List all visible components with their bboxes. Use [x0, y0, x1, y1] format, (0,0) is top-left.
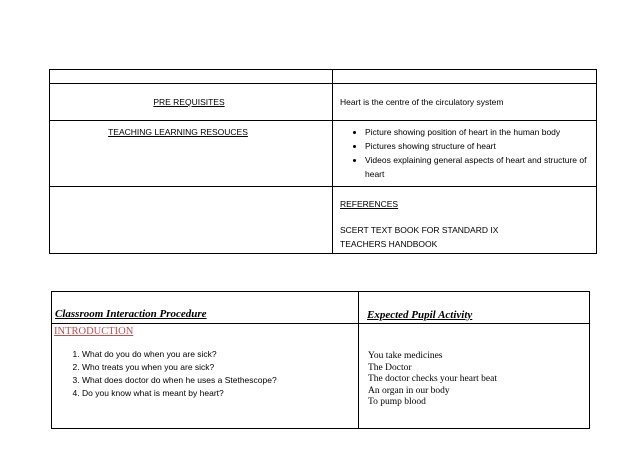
interaction-header-row [52, 292, 590, 324]
blank-cell [50, 70, 333, 84]
answer-item: The doctor checks your heart beat [368, 374, 497, 384]
col2-header-cell [359, 292, 590, 324]
prerequisites-row [50, 84, 597, 121]
col1-header-cell [52, 292, 359, 324]
answer-list [359, 324, 589, 409]
lesson-plan-table [49, 69, 597, 254]
resource-item: • Picture showing position of heart in the human body [365, 125, 596, 139]
prerequisites-value: Heart is the centre of the circulatory system [340, 97, 504, 107]
reference-item: TEACHERS HANDBOOK [340, 239, 438, 249]
question-item: 3. What does doctor do when he uses a Stethescope? [82, 374, 358, 387]
prerequisites-label: PRE REQUISITES [153, 97, 225, 107]
introduction-cell [52, 324, 359, 429]
interaction-table [51, 291, 590, 429]
prerequisites-value-cell [333, 84, 597, 121]
question-item: 1. What do you do when you are sick? [82, 348, 358, 361]
resources-list-cell [333, 121, 597, 187]
references-row [50, 187, 597, 254]
resource-item: • Pictures showing structure of heart [365, 139, 596, 153]
resources-row [50, 121, 597, 187]
col1-header: Classroom Interaction Procedure [55, 308, 207, 320]
answer-item: The Doctor [368, 362, 412, 373]
col2-header: Expected Pupil Activity [367, 309, 473, 321]
references-label: REFERENCES [340, 199, 399, 209]
resources-label-cell [50, 121, 333, 187]
prerequisites-label-cell [50, 84, 333, 121]
answers-cell [359, 324, 590, 429]
question-item: 2. Who treats you when you are sick? [82, 361, 358, 374]
answer-item: To pump blood [368, 397, 426, 407]
resources-label: TEACHING LEARNING RESOUCES [108, 127, 248, 137]
resource-item: • Videos explaining general aspects of heart and structure of heart [365, 153, 596, 181]
reference-item: SCERT TEXT BOOK FOR STANDARD IX [340, 225, 499, 235]
answer-item: An organ in our body [368, 385, 450, 396]
references-cell [333, 187, 597, 254]
resources-list [339, 125, 596, 181]
references-empty-cell [50, 187, 333, 254]
blank-row [50, 70, 597, 84]
answer-item: You take medicines [368, 351, 443, 361]
question-item: 4. Do you know what is meant by heart? [82, 387, 358, 400]
introduction-label: INTRODUCTION [54, 326, 134, 337]
question-list [52, 348, 358, 400]
introduction-row [52, 324, 590, 429]
blank-cell [333, 70, 597, 84]
